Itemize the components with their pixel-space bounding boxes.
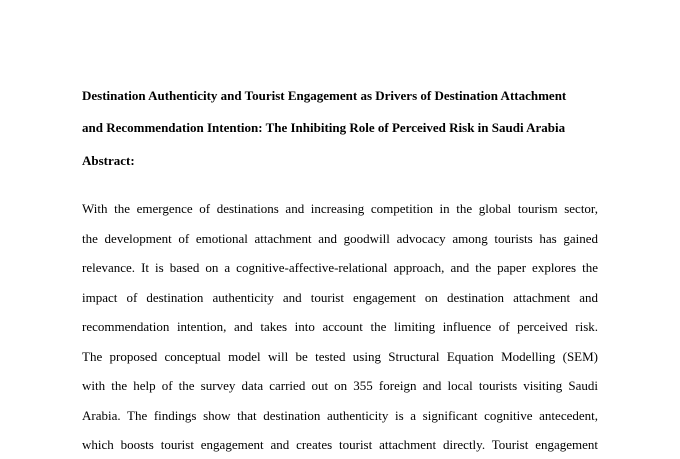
abstract-heading: Abstract: xyxy=(82,153,135,168)
abstract-line: relevance. It is based on a cognitive-affective-relational approach, and the paper explores the xyxy=(82,260,598,275)
abstract-line: With the emergence of destinations and increasing competition in the global tourism sector, xyxy=(82,201,598,216)
abstract-line: The proposed conceptual model will be tested using Structural Equation Modelling (SEM) xyxy=(82,348,598,364)
abstract-line: recommendation intention, and takes into account the limiting influence of perceived risk. xyxy=(82,319,598,334)
title-line: Destination Authenticity and Tourist Engagement as Drivers of Destination Attachment xyxy=(82,88,567,103)
paper-title xyxy=(82,80,602,144)
abstract-line: Arabia. The findings show that destination authenticity is a significant cognitive antecedent, xyxy=(82,407,598,423)
abstract-line: impact of destination authenticity and tourist engagement on destination attachment and xyxy=(82,289,598,305)
abstract-line: with the help of the survey data carried out on 355 foreign and local tourists visiting Saudi xyxy=(82,378,598,393)
abstract-line: the development of emotional attachment and goodwill advocacy among tourists has gained xyxy=(82,230,598,246)
abstract-line: which boosts tourist engagement and creates tourist attachment directly. Tourist engagement xyxy=(82,437,598,452)
abstract-body xyxy=(82,194,598,459)
title-line: and Recommendation Intention: The Inhibiting Role of Perceived Risk in Saudi Arabia xyxy=(82,120,566,135)
